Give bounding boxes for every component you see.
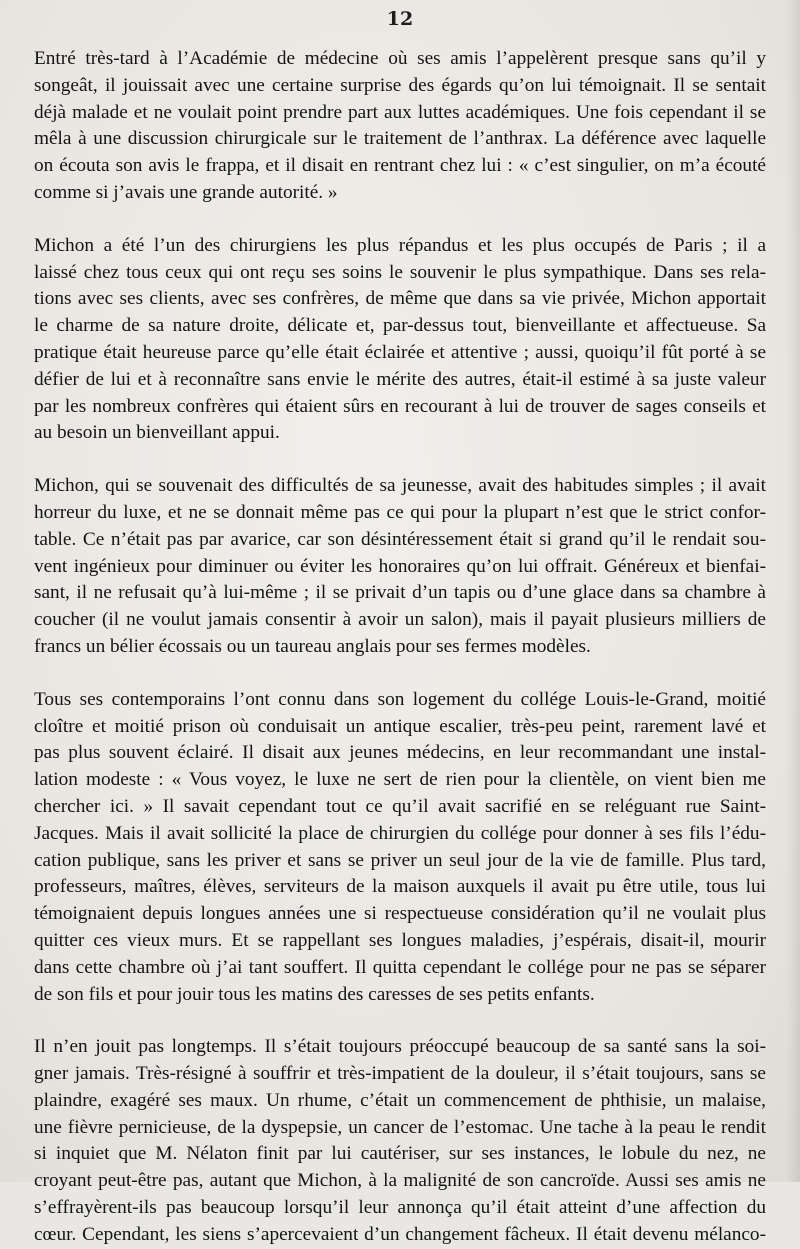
text-line: on écouta son avis le frappa, et il disait en rentrant chez lui : « c’est singulier, on m’a écouté <box>34 155 766 177</box>
text-line: si inquiet que M. Nélaton finit par lui cautériser, sur ses instances, le lobule du nez, ne <box>34 1143 766 1165</box>
text-line: Michon, qui se souvenait des difficultés de sa jeunesse, avait des habitudes simples ; il avait <box>34 475 766 497</box>
text-line: témoignaient depuis longues années une si respectueuse considération qu’il ne voulait plus <box>34 903 766 925</box>
paragraph-5 <box>34 1034 766 1248</box>
text-line: Tous ses contemporains l’ont connu dans son logement du collége Louis-le-Grand, moitié <box>34 688 766 710</box>
text-line: de son fils et pour jouir tous les matins des caresses de ses petits enfants. <box>34 983 595 1005</box>
text-line: sant, il ne refusait qu’à lui-même ; il se privait d’un tapis ou d’une glace dans sa chambre à <box>34 582 766 604</box>
body-text <box>34 46 766 1249</box>
text-line: vent ingénieux pour diminuer ou éviter les honoraires qu’on lui offrait. Généreux et bienfai- <box>34 555 766 577</box>
paragraph-4 <box>34 687 766 1009</box>
text-line: au besoin un bienveillant appui. <box>34 422 280 444</box>
text-line: coucher (il ne voulut jamais consentir à avoir un salon), mais il payait plusieurs milliers de <box>34 609 766 631</box>
text-line: croyant peut-être pas, autant que Michon, à la malignité de son cancroïde. Aussi ses amis ne <box>34 1170 766 1192</box>
text-line: lation modeste : « Vous voyez, le luxe ne sert de rien pour la clientèle, on vient bien me <box>34 769 766 791</box>
text-line: plaindre, exagéré ses maux. Un rhume, c’était un commencement de phthisie, un malaise, <box>34 1089 766 1111</box>
text-line: une fièvre pernicieuse, de la dyspepsie, un cancer de l’estomac. Une tache à la peau le rendit <box>34 1116 766 1138</box>
page-number: 12 <box>386 8 414 30</box>
text-line: pratique était heureuse parce qu’elle était éclairée et attentive ; aussi, quoiqu’il fût porté à se <box>34 341 766 363</box>
text-line: le charme de sa nature droite, délicate et, par-dessus tout, bienveillante et affectueuse. Sa <box>34 315 766 337</box>
text-line: comme si j’avais une grande autorité. » <box>34 181 338 203</box>
text-line: par les nombreux confrères qui étaient sûrs en recourant à lui de trouver de sages conseils et <box>34 395 766 417</box>
text-line: Entré très-tard à l’Académie de médecine où ses amis l’appelèrent presque sans qu’il y <box>34 48 766 69</box>
text-line: s’effrayèrent-ils pas beaucoup lorsqu’il leur annonça qu’il était atteint d’une affection du <box>34 1197 766 1219</box>
text-line: francs un bélier écossais ou un taureau anglais pour ses fermes modèles. <box>34 635 591 657</box>
text-line: chercher ici. » Il savait cependant tout ce qu’il avait sacrifié en se reléguant rue Saint- <box>34 795 766 817</box>
text-line: mêla à une discussion chirurgicale sur le traitement de l’anthrax. La déférence avec laquelle <box>34 128 766 150</box>
paragraph-2 <box>34 233 766 447</box>
text-line: défier de lui et à reconnaître sans envie le mérite des autres, était-il estimé à sa juste valeur <box>34 368 766 390</box>
text-line: déjà malade et ne voulait point prendre part aux luttes académiques. Une fois cependant il se <box>34 101 766 123</box>
paragraph-3 <box>34 473 766 661</box>
text-line: Il n’en jouit pas longtemps. Il s’était toujours préoccupé beaucoup de sa santé sans la soi- <box>34 1036 766 1058</box>
text-line: cation publique, sans les priver et sans se priver un seul jour de la vie de famille. Plus tard, <box>34 849 766 871</box>
page-edge-shadow <box>786 0 800 1182</box>
text-line: pas plus souvent éclairé. Il disait aux jeunes médecins, en leur recommandant une instal- <box>34 742 766 764</box>
text-line: horreur du luxe, et ne se donnait même pas ce qui pour la plupart n’est que le strict confor- <box>34 501 766 523</box>
text-line: Michon a été l’un des chirurgiens les plus répandus et les plus occupés de Paris ; il a <box>34 234 766 256</box>
paragraph-1 <box>34 46 766 207</box>
text-line: Jacques. Mais il avait sollicité la place de chirurgien du collége pour donner à ses fils l’édu- <box>34 822 766 844</box>
text-line: gner jamais. Très-résigné à souffrir et très-impatient de la douleur, il s’était toujours, sans se <box>34 1063 766 1085</box>
text-line: cœur. Cependant, les siens s’apercevaient d’un changement fâcheux. Il était devenu mélanco- <box>34 1223 766 1245</box>
text-line: professeurs, maîtres, élèves, serviteurs de la maison auxquels il avait pu être utile, tous lui <box>34 876 766 898</box>
text-line: songeât, il jouissait avec une certaine surprise des égards qu’on lui témoignait. Il se sentait <box>34 74 766 96</box>
text-line: quitter ces vieux murs. Et se rappellant ses longues maladies, j’espérais, disait-il, mourir <box>34 929 766 951</box>
text-line: laissé chez tous ceux qui ont reçu ses soins le souvenir le plus sympathique. Dans ses rela- <box>34 261 766 283</box>
text-line: cloître et moitié prison où conduisait un antique escalier, très-peu peint, rarement lavé et <box>34 715 766 737</box>
text-line: tions avec ses clients, avec ses confrères, de même que dans sa vie privée, Michon apportait <box>34 288 766 310</box>
text-line: dans cette chambre où j’ai tant souffert. Il quitta cependant le collége pour ne pas se séparer <box>34 956 766 978</box>
text-line: table. Ce n’était pas par avarice, car son désintéressement était si grand qu’il le rendait sou- <box>34 528 766 550</box>
